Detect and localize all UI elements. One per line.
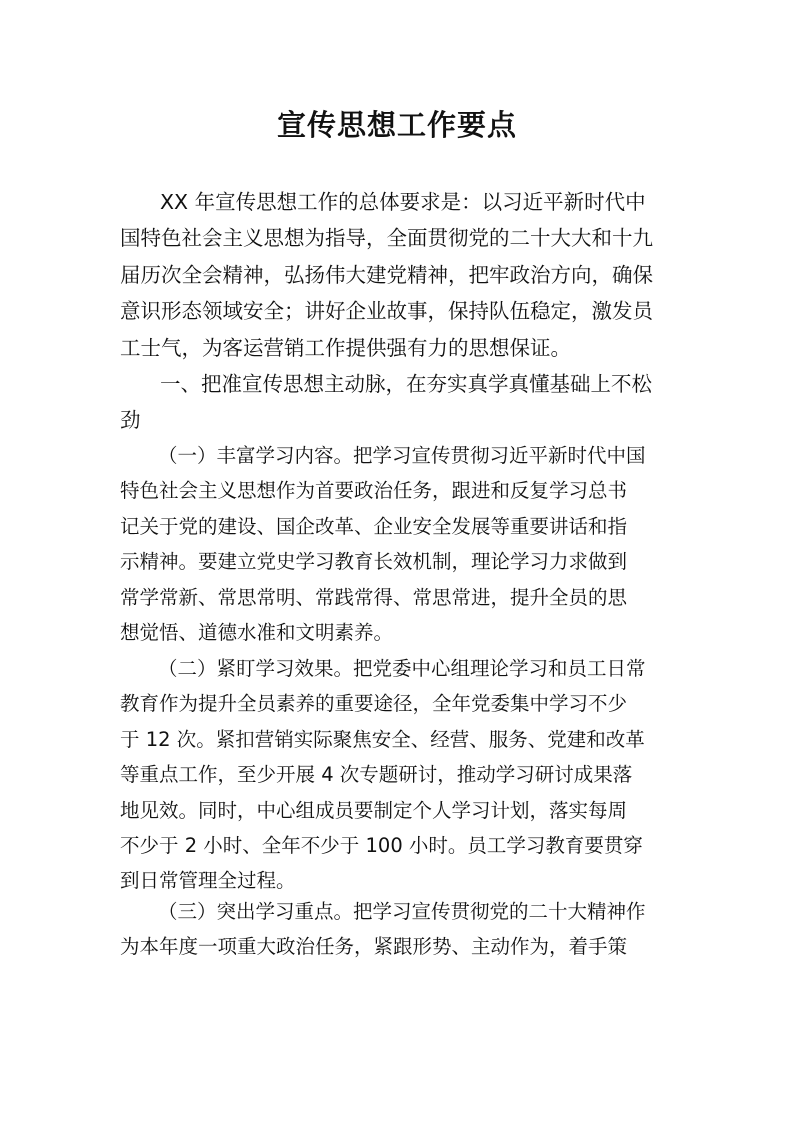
item-line: 特色社会主义思想作为首要政治任务，跟进和反复学习总书: [120, 479, 628, 503]
item-line: 常学常新、常思常明、常践常得、常思常进，提升全员的思: [120, 585, 628, 609]
item-line: 示精神。要建立党史学习教育长效机制，理论学习力求做到: [120, 550, 628, 574]
item-paragraph-2: [120, 651, 676, 899]
item-line: （二）紧盯学习效果。把党委中心组理论学习和员工日常: [158, 657, 646, 680]
item-paragraph-3: [120, 894, 676, 965]
section-heading-line: 一、把准宣传思想主动脉，在夯实真学真懂基础上不松: [160, 372, 652, 396]
item-line: 想觉悟、道德水准和文明素养。: [120, 621, 394, 645]
item-paragraph-1: [120, 438, 676, 650]
section-heading-line: 劲: [120, 408, 141, 433]
item-line: 到日常管理全过程。: [120, 869, 296, 893]
summary-line: 国特色社会主义思想为指导，全面贯彻党的二十大大和十九: [120, 226, 653, 251]
summary-paragraph: [120, 184, 676, 366]
item-line: 地见效。同时，中心组成员要制定个人学习计划，落实每周: [120, 798, 628, 822]
item-line: 等重点工作，至少开展 4 次专题研讨，推动学习研讨成果落: [120, 763, 633, 787]
item-line: 不少于 2 小时、全年不少于 100 小时。员工学习教育要贯穿: [120, 834, 643, 858]
item-line: 于 12 次。紧扣营销实际聚焦安全、经营、服务、党建和改革: [120, 727, 645, 751]
summary-line: XX 年宣传思想工作的总体要求是：以习近平新时代中: [160, 190, 646, 214]
item-line: （三）突出学习重点。把学习宣传贯彻党的二十大精神作: [158, 900, 646, 923]
summary-line: 工士气，为客运营销工作提供强有力的思想保证。: [120, 335, 571, 360]
item-line: 教育作为提升全员素养的重要途径，全年党委集中学习不少: [120, 692, 628, 716]
item-line: 为本年度一项重大政治任务，紧跟形势、主动作为，着手策: [120, 935, 628, 959]
document-title: 宣传思想工作要点: [276, 108, 517, 142]
item-line: （一）丰富学习内容。把学习宣传贯彻习近平新时代中国: [158, 444, 646, 467]
section-heading: [120, 366, 676, 439]
item-line: 记关于党的建设、国企改革、企业安全发展等重要讲话和指: [120, 514, 628, 538]
summary-line: 意识形态领域安全；讲好企业故事，保持队伍稳定，激发员: [120, 299, 653, 324]
summary-line: 届历次全会精神，弘扬伟大建党精神，把牢政治方向，确保: [120, 262, 653, 287]
